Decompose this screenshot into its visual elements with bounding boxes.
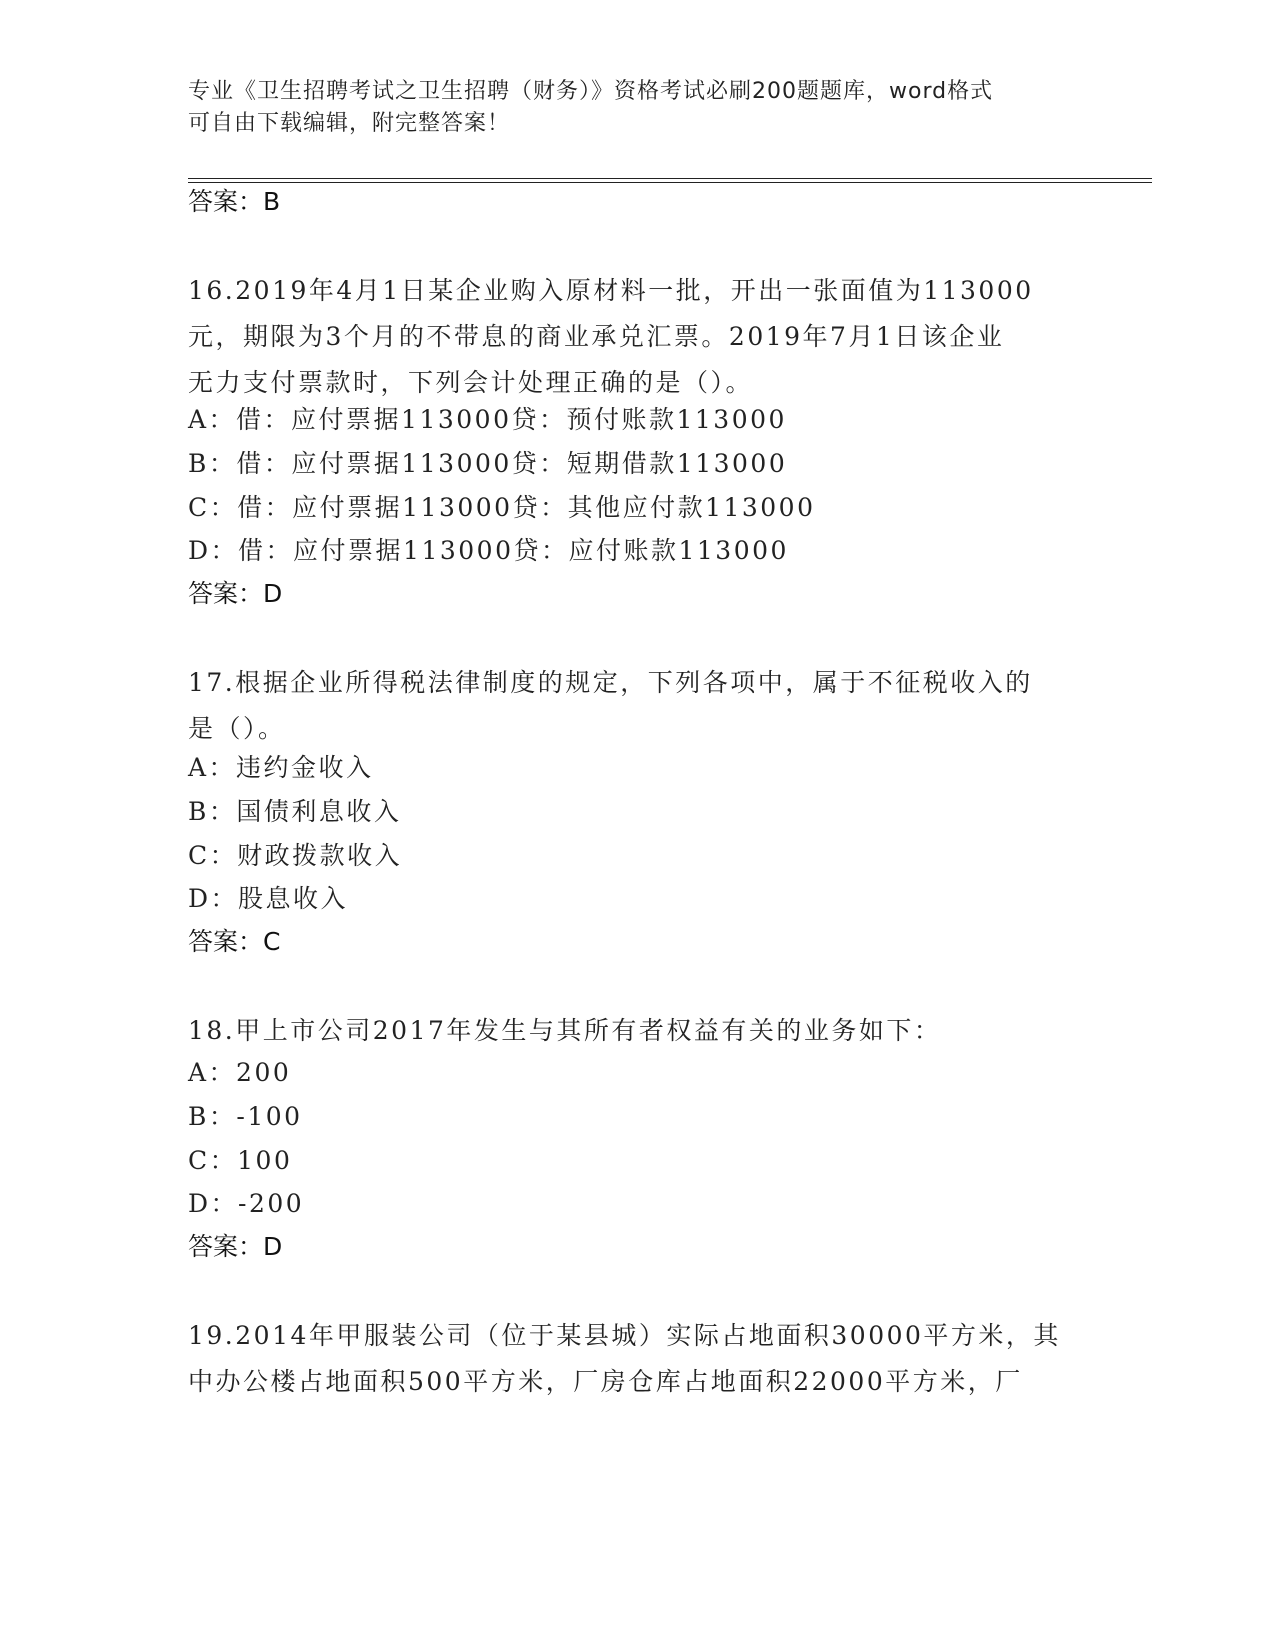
question-19-line-1: 19.2014年甲服装公司（位于某县城）实际占地面积30000平方米，其: [188, 1321, 1061, 1350]
header-divider-bottom: [188, 182, 1152, 183]
question-17-line-1: 17.根据企业所得税法律制度的规定，下列各项中，属于不征税收入的: [188, 668, 1033, 697]
question-16-option-c: C：借：应付票据113000贷：其他应付款113000: [188, 493, 816, 522]
question-16-line-1: 16.2019年4月1日某企业购入原材料一批，开出一张面值为113000: [188, 276, 1034, 305]
question-18-line-1: 18.甲上市公司2017年发生与其所有者权益有关的业务如下：: [188, 1016, 942, 1045]
question-17-option-a: A：违约金收入: [188, 753, 374, 782]
question-16: [188, 268, 1078, 406]
question-18: [188, 1008, 1078, 1054]
question-16-option-d: D：借：应付票据113000贷：应付账款113000: [188, 536, 789, 565]
header-line-1: 专业《卫生招聘考试之卫生招聘（财务）》资格考试必刷200题题库，word格式: [188, 79, 994, 104]
answer-16: 答案：D: [188, 579, 283, 608]
question-17-option-d: D：股息收入: [188, 884, 349, 913]
header-divider-top: [188, 178, 1152, 179]
question-16-option-a: A：借：应付票据113000贷：预付账款113000: [188, 405, 787, 434]
question-18-option-b: B：-100: [188, 1102, 303, 1131]
header-line-2: 可自由下载编辑，附完整答案！: [188, 111, 511, 136]
question-16-line-2: 元，期限为3个月的不带息的商业承兑汇票。2019年7月1日该企业: [188, 322, 1005, 351]
question-17-line-2: 是（）。: [188, 714, 286, 743]
question-18-option-d: D：-200: [188, 1189, 305, 1218]
answer-17: 答案：C: [188, 927, 281, 956]
question-16-line-3: 无力支付票款时，下列会计处理正确的是（）。: [188, 368, 754, 397]
question-17: [188, 660, 1078, 752]
question-18-option-a: A：200: [188, 1058, 292, 1087]
question-16-option-b: B：借：应付票据113000贷：短期借款113000: [188, 449, 788, 478]
question-19-line-2: 中办公楼占地面积500平方米，厂房仓库占地面积22000平方米，厂: [188, 1367, 1023, 1396]
question-17-option-b: B：国债利息收入: [188, 797, 402, 826]
question-19: [188, 1313, 1078, 1405]
document-header: [188, 76, 1068, 140]
answer-18: 答案：D: [188, 1232, 283, 1261]
question-18-option-c: C：100: [188, 1146, 293, 1175]
question-17-option-c: C：财政拨款收入: [188, 841, 403, 870]
answer-15: 答案：B: [188, 187, 281, 216]
